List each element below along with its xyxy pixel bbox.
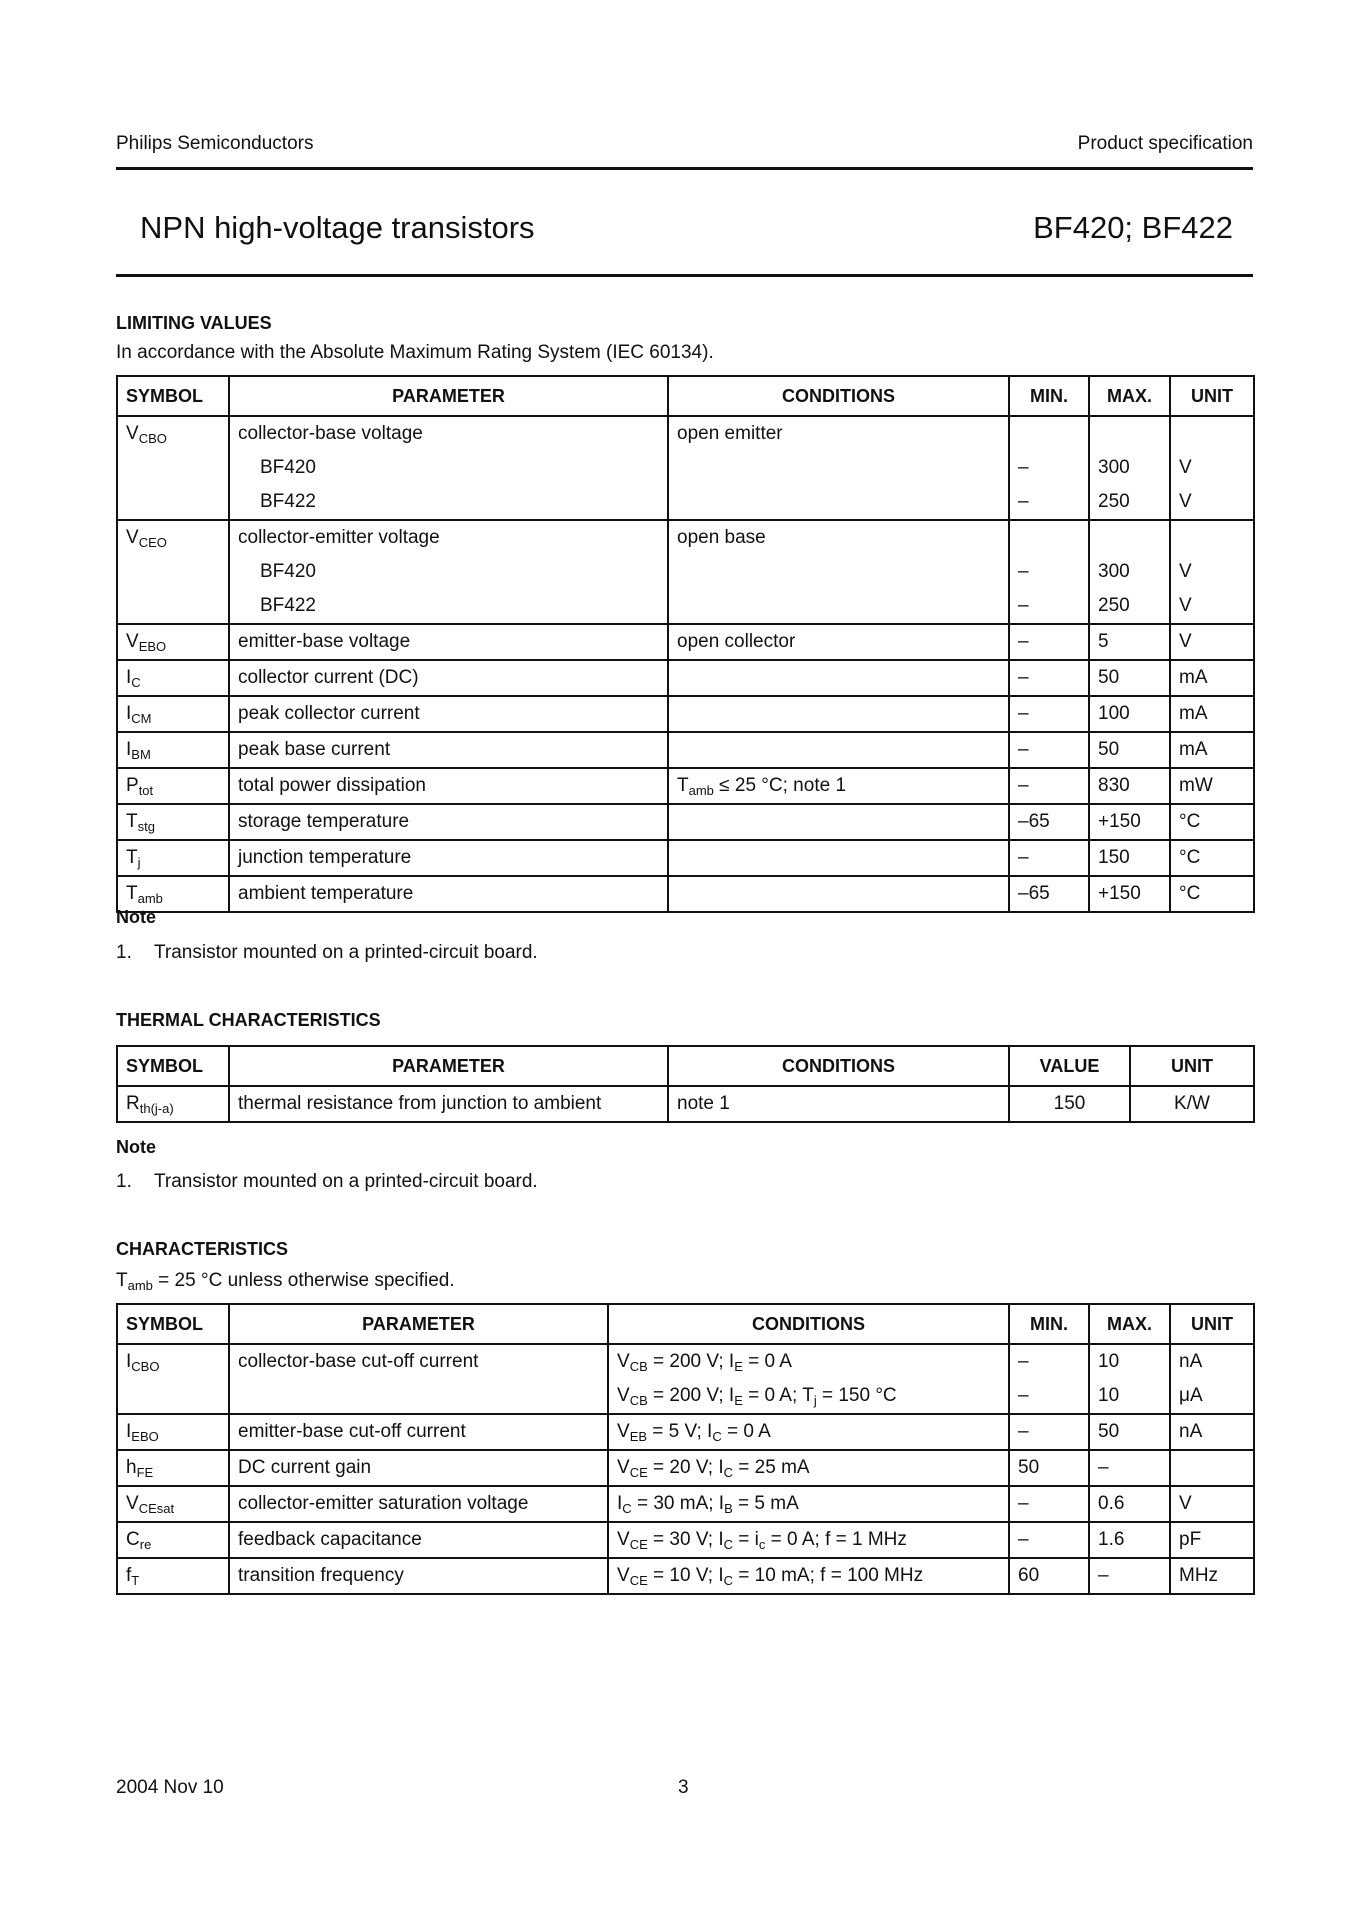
min-cell: – (1009, 589, 1089, 624)
min-cell: 50 (1009, 1450, 1089, 1486)
max-cell: 50 (1089, 1414, 1170, 1450)
conditions-cell (668, 485, 1009, 520)
min-cell: – (1009, 485, 1089, 520)
max-cell: +150 (1089, 804, 1170, 840)
min-cell: – (1009, 451, 1089, 485)
table-row (117, 555, 1254, 589)
unit-cell: nA (1170, 1344, 1254, 1379)
symbol-cell (117, 1379, 229, 1414)
symbol-subscript: FE (136, 1465, 154, 1480)
parameter-cell: transition frequency (229, 1558, 608, 1594)
symbol: V (126, 527, 139, 548)
symbol-cell (117, 660, 229, 696)
symbol-subscript: CBO (138, 431, 167, 446)
condition-text: open collector (677, 631, 796, 652)
max-cell: 5 (1089, 624, 1170, 660)
parameter-cell: DC current gain (229, 1450, 608, 1486)
unit-cell: nA (1170, 1414, 1254, 1450)
symbol: P (126, 775, 139, 796)
symbol-cell (117, 1450, 229, 1486)
parameter-cell: BF420 (229, 555, 668, 589)
conditions-cell (668, 696, 1009, 732)
th-unit: UNIT (1130, 1046, 1254, 1086)
min-cell: – (1009, 1486, 1089, 1522)
max-cell: 0.6 (1089, 1486, 1170, 1522)
header-rule (116, 167, 1253, 170)
min-cell: – (1009, 732, 1089, 768)
conditions-cell (668, 416, 1009, 451)
limiting-values-table (116, 375, 1255, 913)
symbol: I (126, 1421, 132, 1442)
conditions-cell: $I_C = 30$ mA; $I_B = 5$ mA (608, 1486, 1009, 1522)
th-conditions: CONDITIONS (668, 1046, 1009, 1086)
parameter-cell: junction temperature (229, 840, 668, 876)
conditions-cell: $V_{CB} = 200$ V; $I_E = 0$ A; $T_j = 150$ °C (608, 1379, 1009, 1414)
min-cell: – (1009, 1379, 1089, 1414)
symbol-subscript: tot (138, 783, 154, 798)
table-row (117, 1379, 1254, 1414)
thermal-table (116, 1045, 1255, 1123)
unit-cell: pF (1170, 1522, 1254, 1558)
table-row (117, 485, 1254, 520)
symbol-cell (117, 1414, 229, 1450)
conditions-cell: $V_{CB} = 200$ V; $I_E = 0$ A (608, 1344, 1009, 1379)
min-cell: – (1009, 1344, 1089, 1379)
max-cell: 300 (1089, 555, 1170, 589)
parameter-cell: collector-base cut-off current (229, 1344, 608, 1379)
table-row (117, 520, 1254, 555)
symbol-cell (117, 1522, 229, 1558)
symbol-cell (117, 451, 229, 485)
thermal-note (116, 1171, 538, 1193)
max-cell: 10 (1089, 1344, 1170, 1379)
symbol: V (126, 1493, 139, 1514)
symbol-subscript: CEsat (138, 1501, 175, 1516)
unit-cell: °C (1170, 840, 1254, 876)
symbol: R (126, 1093, 140, 1114)
document-type: Product specification (1077, 133, 1253, 154)
unit-cell: mA (1170, 732, 1254, 768)
unit-cell (1170, 520, 1254, 555)
table-row (117, 1486, 1254, 1522)
min-cell: 60 (1009, 1558, 1089, 1594)
symbol-subscript: j (137, 855, 141, 870)
unit-cell: V (1170, 1486, 1254, 1522)
parameter-cell: storage temperature (229, 804, 668, 840)
max-cell: 50 (1089, 660, 1170, 696)
table-row (117, 768, 1254, 804)
max-cell: 1.6 (1089, 1522, 1170, 1558)
thermal-title: THERMAL CHARACTERISTICS (116, 1010, 381, 1030)
max-cell (1089, 520, 1170, 555)
th-symbol: SYMBOL (117, 376, 229, 416)
conditions-cell (668, 660, 1009, 696)
thermal-note-title: Note (116, 1137, 156, 1157)
conditions-cell (668, 589, 1009, 624)
table-row (117, 696, 1254, 732)
conditions-cell (668, 624, 1009, 660)
parameter-cell: feedback capacitance (229, 1522, 608, 1558)
table-row (117, 624, 1254, 660)
symbol-subscript: EBO (138, 639, 167, 654)
unit-cell: V (1170, 589, 1254, 624)
th-symbol: SYMBOL (117, 1046, 229, 1086)
footer-date: 2004 Nov 10 (116, 1777, 224, 1798)
th-value: VALUE (1009, 1046, 1130, 1086)
min-cell: – (1009, 696, 1089, 732)
limiting-values-intro: In accordance with the Absolute Maximum Rating System (IEC 60134). (116, 342, 714, 363)
conditions-cell (668, 555, 1009, 589)
symbol-cell (117, 555, 229, 589)
note-number: 1. (116, 942, 132, 963)
conditions-cell: $V_{CE} = 20$ V; $I_C = 25$ mA (608, 1450, 1009, 1486)
min-cell: – (1009, 624, 1089, 660)
max-cell: 10 (1089, 1379, 1170, 1414)
symbol-cell (117, 624, 229, 660)
unit-cell: °C (1170, 876, 1254, 912)
symbol-cell (117, 416, 229, 451)
max-cell: 150 (1089, 840, 1170, 876)
parameter-cell: collector-emitter saturation voltage (229, 1486, 608, 1522)
max-cell: – (1089, 1450, 1170, 1486)
unit-cell: °C (1170, 804, 1254, 840)
characteristics-intro (116, 1270, 455, 1292)
symbol-cell (117, 520, 229, 555)
parameter-cell: emitter-base voltage (229, 624, 668, 660)
symbol-cell (117, 840, 229, 876)
table-row (117, 804, 1254, 840)
parameter-cell: emitter-base cut-off current (229, 1414, 608, 1450)
unit-cell: mA (1170, 660, 1254, 696)
conditions-cell (668, 520, 1009, 555)
unit-cell: mW (1170, 768, 1254, 804)
symbol-subscript: C (131, 675, 141, 690)
symbol: f (126, 1565, 132, 1586)
symbol: C (126, 1529, 140, 1550)
limiting-values-title: LIMITING VALUES (116, 313, 272, 333)
max-cell (1089, 416, 1170, 451)
conditions-cell (668, 840, 1009, 876)
th-unit: UNIT (1170, 1304, 1254, 1344)
symbol-subscript: T (131, 1573, 140, 1588)
symbol-subscript: th(j-a) (139, 1101, 174, 1116)
symbol-cell (117, 1344, 229, 1379)
parameter-cell: collector-base voltage (229, 416, 668, 451)
table-row (117, 451, 1254, 485)
symbol-subscript: EBO (131, 1429, 159, 1444)
max-cell: 100 (1089, 696, 1170, 732)
table-row (117, 1558, 1254, 1594)
max-cell: 300 (1089, 451, 1170, 485)
value-cell: 150 (1009, 1086, 1130, 1122)
unit-cell: V (1170, 451, 1254, 485)
note-text: Transistor mounted on a printed-circuit board. (154, 942, 538, 963)
parameter-cell: BF422 (229, 485, 668, 520)
table-row (117, 1450, 1254, 1486)
characteristics-title: CHARACTERISTICS (116, 1239, 289, 1259)
symbol: V (126, 631, 139, 652)
min-cell: – (1009, 660, 1089, 696)
parameter-cell: peak base current (229, 732, 668, 768)
table-row (117, 876, 1254, 912)
conditions-cell (668, 804, 1009, 840)
parameter-cell: collector current (DC) (229, 660, 668, 696)
table-row (117, 1414, 1254, 1450)
symbol-subscript: BM (131, 747, 151, 762)
symbol: T (126, 811, 138, 832)
th-conditions: CONDITIONS (668, 376, 1009, 416)
symbol: h (126, 1457, 137, 1478)
symbol-cell (117, 768, 229, 804)
symbol-subscript: CEO (138, 535, 167, 550)
min-cell: – (1009, 1522, 1089, 1558)
condition-text: ≤ 25 °C; note 1 (713, 775, 847, 796)
conditions-cell: note 1 (668, 1086, 1009, 1122)
min-cell: – (1009, 768, 1089, 804)
unit-cell (1170, 416, 1254, 451)
min-cell: –65 (1009, 804, 1089, 840)
parameter-cell: BF422 (229, 589, 668, 624)
symbol-cell (117, 1558, 229, 1594)
th-min: MIN. (1009, 376, 1089, 416)
parameter-cell: thermal resistance from junction to ambient (229, 1086, 668, 1122)
page-title: NPN high-voltage transistors (140, 210, 535, 245)
condition-text: open emitter (677, 423, 783, 444)
conditions-cell (668, 732, 1009, 768)
symbol: I (126, 667, 132, 688)
th-parameter: PARAMETER (229, 1046, 668, 1086)
symbol-subscript: amb (137, 891, 163, 906)
symbol-subscript: re (139, 1537, 152, 1552)
table-row (117, 589, 1254, 624)
th-unit: UNIT (1170, 376, 1254, 416)
table-row (117, 1086, 1254, 1122)
parameter-cell: total power dissipation (229, 768, 668, 804)
parameter-cell: collector-emitter voltage (229, 520, 668, 555)
symbol-subscript: CM (131, 711, 152, 726)
intro-symbol: T (116, 1270, 128, 1291)
symbol-cell (117, 804, 229, 840)
symbol: I (126, 739, 132, 760)
min-cell: – (1009, 555, 1089, 589)
max-cell: 830 (1089, 768, 1170, 804)
symbol: I (126, 1351, 132, 1372)
symbol-subscript: CBO (131, 1359, 160, 1374)
page-number: 3 (678, 1777, 689, 1798)
table-row (117, 1344, 1254, 1379)
intro-subscript: amb (127, 1278, 153, 1293)
condition-symbol: T (677, 775, 689, 796)
conditions-cell: $V_{EB} = 5$ V; $I_C = 0$ A (608, 1414, 1009, 1450)
symbol-subscript: stg (137, 819, 155, 834)
unit-cell: V (1170, 485, 1254, 520)
intro-text: = 25 °C unless otherwise specified. (152, 1270, 455, 1291)
max-cell: – (1089, 1558, 1170, 1594)
unit-cell: MHz (1170, 1558, 1254, 1594)
company-name: Philips Semiconductors (116, 133, 314, 154)
symbol: V (126, 423, 139, 444)
symbol-cell (117, 696, 229, 732)
table-row (117, 660, 1254, 696)
symbol: T (126, 883, 138, 904)
conditions-cell: $V_{CE} = 30$ V; $I_C = i_c = 0$ A; f = 1 MHz (608, 1522, 1009, 1558)
condition-text: open base (677, 527, 766, 548)
note-number: 1. (116, 1171, 132, 1192)
parameter-cell: BF420 (229, 451, 668, 485)
max-cell: 250 (1089, 485, 1170, 520)
table-row (117, 840, 1254, 876)
symbol-cell (117, 1486, 229, 1522)
unit-cell (1170, 1450, 1254, 1486)
note-text: Transistor mounted on a printed-circuit board. (154, 1171, 538, 1192)
symbol: T (126, 847, 138, 868)
table-row (117, 1522, 1254, 1558)
unit-cell: μA (1170, 1379, 1254, 1414)
unit-cell: V (1170, 624, 1254, 660)
unit-cell: V (1170, 555, 1254, 589)
unit-cell: mA (1170, 696, 1254, 732)
symbol-cell (117, 1086, 229, 1122)
conditions-cell (668, 451, 1009, 485)
th-min: MIN. (1009, 1304, 1089, 1344)
min-cell: – (1009, 1414, 1089, 1450)
max-cell: 250 (1089, 589, 1170, 624)
parameter-cell: peak collector current (229, 696, 668, 732)
title-rule (116, 274, 1253, 277)
min-cell: – (1009, 840, 1089, 876)
symbol: I (126, 703, 132, 724)
condition-subscript: amb (688, 783, 714, 798)
min-cell (1009, 520, 1089, 555)
th-conditions: CONDITIONS (608, 1304, 1009, 1344)
th-parameter: PARAMETER (229, 376, 668, 416)
max-cell: 50 (1089, 732, 1170, 768)
limiting-note (116, 942, 538, 964)
conditions-cell (668, 768, 1009, 804)
th-max: MAX. (1089, 376, 1170, 416)
limiting-note-title: Note (116, 907, 156, 927)
table-row (117, 732, 1254, 768)
symbol-cell (117, 732, 229, 768)
th-parameter: PARAMETER (229, 1304, 608, 1344)
unit-cell: K/W (1130, 1086, 1254, 1122)
parameter-cell (229, 1379, 608, 1414)
conditions-cell: $V_{CE} = 10$ V; $I_C = 10$ mA; f = 100 MHz (608, 1558, 1009, 1594)
min-cell: –65 (1009, 876, 1089, 912)
max-cell: +150 (1089, 876, 1170, 912)
symbol-cell (117, 589, 229, 624)
characteristics-table (116, 1303, 1255, 1595)
symbol-cell (117, 485, 229, 520)
conditions-cell (668, 876, 1009, 912)
part-numbers: BF420; BF422 (1033, 210, 1233, 245)
th-symbol: SYMBOL (117, 1304, 229, 1344)
parameter-cell: ambient temperature (229, 876, 668, 912)
th-max: MAX. (1089, 1304, 1170, 1344)
table-row (117, 416, 1254, 451)
min-cell (1009, 416, 1089, 451)
